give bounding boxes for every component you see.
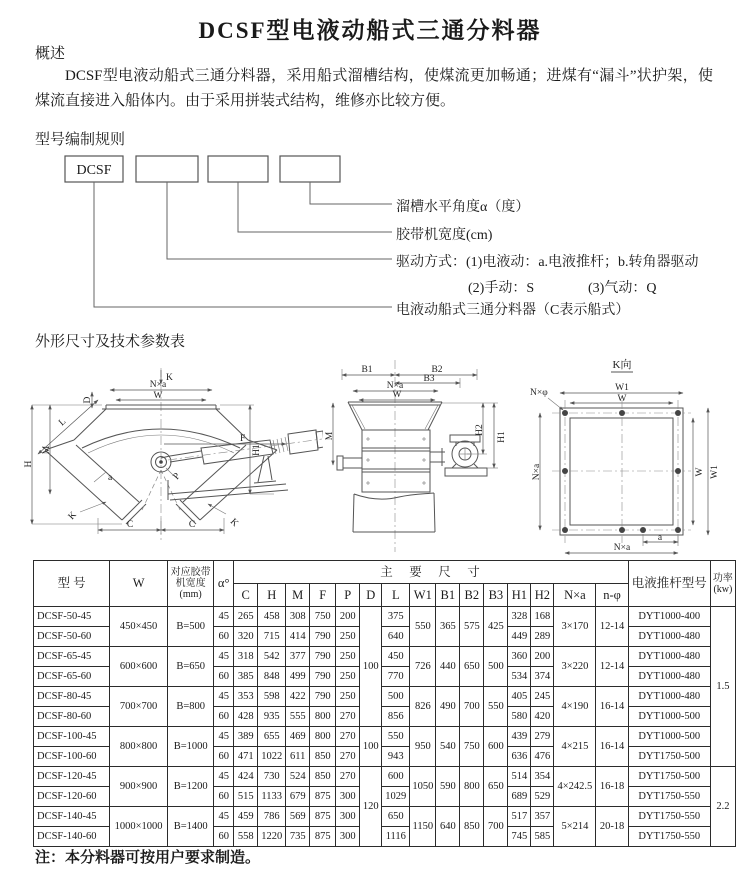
table-cell: 120 — [360, 767, 382, 847]
table-cell: 5×214 — [554, 807, 596, 847]
table-cell: 385 — [234, 667, 258, 687]
table-cell: 689 — [508, 787, 531, 807]
dim-label-f: F — [240, 434, 246, 444]
table-cell: 700 — [484, 807, 508, 847]
table-cell: 428 — [234, 707, 258, 727]
table-cell: 875 — [310, 787, 336, 807]
table-cell: 790 — [310, 667, 336, 687]
table-cell: 550 — [382, 727, 410, 747]
table-header-cell: H2 — [531, 584, 554, 607]
table-cell: 3×170 — [554, 607, 596, 647]
table-cell: 790 — [310, 687, 336, 707]
table-cell: 569 — [286, 807, 310, 827]
table-cell: 1029 — [382, 787, 410, 807]
table-cell: 45 — [214, 687, 234, 707]
table-cell: 850 — [310, 747, 336, 767]
table-cell: 374 — [531, 667, 554, 687]
table-cell: 4×215 — [554, 727, 596, 767]
k-view-title: K向 — [612, 359, 632, 371]
side-view-drawing — [18, 352, 323, 558]
diagram-label-pneumatic: (3)气动：Q — [588, 281, 657, 296]
table-cell: 490 — [436, 687, 460, 727]
table-cell: 770 — [382, 667, 410, 687]
dim-label-nxa-bottom: N×a — [613, 543, 631, 553]
table-header-cell: P — [336, 584, 360, 607]
dim-label-l: L — [57, 416, 69, 429]
table-cell: 950 — [410, 727, 436, 767]
table-cell: 270 — [336, 767, 360, 787]
table-cell: 580 — [508, 707, 531, 727]
table-cell: 449 — [508, 627, 531, 647]
table-cell: 850 — [460, 807, 484, 847]
k-direction-view-drawing — [512, 348, 739, 560]
table-cell: DCSF-50-45 — [34, 607, 110, 627]
model-field-box-1 — [136, 156, 198, 182]
table-cell: DYT1750-500 — [628, 767, 710, 787]
table-cell: 650 — [460, 647, 484, 687]
front-view-drawing — [323, 352, 513, 558]
model-field-box-3 — [280, 156, 340, 182]
table-cell: 640 — [382, 627, 410, 647]
table-cell: 515 — [234, 787, 258, 807]
table-cell: 640 — [436, 807, 460, 847]
section-model-rule-heading: 型号编制规则 — [35, 132, 126, 148]
table-cell: 611 — [286, 747, 310, 767]
dim-label-c-right: C — [188, 520, 196, 530]
table-cell: 289 — [531, 627, 554, 647]
table-cell: 650 — [484, 767, 508, 807]
table-cell: 60 — [214, 667, 234, 687]
table-header-cell: α° — [214, 561, 234, 607]
table-cell: 1220 — [258, 827, 286, 847]
table-header-cell: H — [258, 584, 286, 607]
table-cell: 542 — [258, 647, 286, 667]
table-cell: 850 — [310, 767, 336, 787]
table-cell: 726 — [410, 647, 436, 687]
table-cell: DYT1000-500 — [628, 727, 710, 747]
table-cell: DYT1750-550 — [628, 807, 710, 827]
table-header-cell: 功率(kw) — [710, 561, 735, 607]
table-cell: DYT1000-500 — [628, 707, 710, 727]
table-header-cell: 电液推杆型号 — [628, 561, 710, 607]
table-cell: DCSF-140-45 — [34, 807, 110, 827]
table-header-cell: W — [110, 561, 168, 607]
table-cell: 389 — [234, 727, 258, 747]
table-cell: 555 — [286, 707, 310, 727]
table-cell: 60 — [214, 627, 234, 647]
table-row — [34, 647, 736, 667]
table-cell: DYT1750-500 — [628, 747, 710, 767]
table-cell: 245 — [531, 687, 554, 707]
dim-label-nxa-left: N×a — [532, 463, 542, 481]
table-cell: 700 — [460, 687, 484, 727]
dim-label-w-right: W — [695, 467, 705, 477]
table-cell: DYT1000-480 — [628, 687, 710, 707]
table-cell: 300 — [336, 827, 360, 847]
table-cell: DCSF-120-60 — [34, 787, 110, 807]
table-cell: 45 — [214, 767, 234, 787]
table-cell: 585 — [531, 827, 554, 847]
footnote: 注：本分料器可按用户要求制造。 — [35, 850, 261, 866]
table-cell: 524 — [286, 767, 310, 787]
table-cell: 300 — [336, 807, 360, 827]
table-cell: 650 — [382, 807, 410, 827]
table-cell: 1022 — [258, 747, 286, 767]
dim-label-a: a — [657, 533, 663, 543]
table-cell: 875 — [310, 827, 336, 847]
connector-line — [94, 182, 392, 307]
table-cell: DCSF-140-60 — [34, 827, 110, 847]
overview-paragraph: DCSF型电液动船式三通分料器，采用船式溜槽结构，使煤流更加畅通；进煤有“漏斗”状护架，使煤流直接进入船体内。由于采用拼装式结构，维修亦比较方便。 — [35, 68, 713, 109]
table-cell: DCSF-65-45 — [34, 647, 110, 667]
table-cell: 250 — [336, 627, 360, 647]
diagram-label-device-name: 电液动船式三通分料器（C表示船式） — [396, 303, 630, 318]
table-cell: 270 — [336, 727, 360, 747]
model-prefix-text: DCSF — [76, 163, 112, 178]
table-row — [34, 727, 736, 747]
table-cell: 3×220 — [554, 647, 596, 687]
section-overview-heading: 概述 — [35, 46, 66, 62]
table-row — [34, 687, 736, 707]
table-header-cell: M — [286, 584, 310, 607]
table-cell: B=1400 — [168, 807, 214, 847]
table-cell: 826 — [410, 687, 436, 727]
dim-label-nxa: N×a — [149, 380, 167, 390]
table-cell: 600 — [382, 767, 410, 787]
dim-label-b2: B2 — [431, 365, 443, 375]
table-cell: 424 — [234, 767, 258, 787]
table-cell: DCSF-65-60 — [34, 667, 110, 687]
table-cell: 500 — [382, 687, 410, 707]
table-cell: 250 — [336, 667, 360, 687]
dim-label-h: H — [24, 460, 34, 468]
table-cell: 943 — [382, 747, 410, 767]
table-cell: 200 — [531, 647, 554, 667]
table-header-cell: L — [382, 584, 410, 607]
table-cell: 750 — [310, 607, 336, 627]
table-header-cell: B1 — [436, 584, 460, 607]
table-cell: 636 — [508, 747, 531, 767]
table-cell: 45 — [214, 647, 234, 667]
table-cell: 60 — [214, 747, 234, 767]
table-cell: 354 — [531, 767, 554, 787]
table-cell: 590 — [436, 767, 460, 807]
dim-label-n-phi: N×φ — [530, 388, 548, 398]
table-cell: DCSF-50-60 — [34, 627, 110, 647]
table-cell: 4×242.5 — [554, 767, 596, 807]
table-cell: 529 — [531, 787, 554, 807]
table-cell: 45 — [214, 607, 234, 627]
table-cell: DYT1000-480 — [628, 667, 710, 687]
table-cell: 12-14 — [596, 607, 628, 647]
table-cell: 900×900 — [110, 767, 168, 807]
dim-label-k-right: K — [227, 517, 240, 529]
dim-label-p: P — [171, 471, 183, 482]
dim-label-w: W — [392, 390, 402, 400]
table-cell: DYT1750-550 — [628, 827, 710, 847]
table-cell: 598 — [258, 687, 286, 707]
dim-label-w1-right: W1 — [710, 465, 720, 479]
table-cell: 575 — [460, 607, 484, 647]
table-cell: 2.2 — [710, 767, 735, 847]
dim-label-k: K — [166, 373, 173, 383]
table-cell: 365 — [436, 607, 460, 647]
table-header-cell: B2 — [460, 584, 484, 607]
table-cell: 422 — [286, 687, 310, 707]
table-cell: 750 — [460, 727, 484, 767]
table-cell: DCSF-100-60 — [34, 747, 110, 767]
table-cell: 715 — [258, 627, 286, 647]
table-cell: 377 — [286, 647, 310, 667]
dim-label-h1: H1 — [252, 444, 262, 456]
model-field-box-2 — [208, 156, 268, 182]
table-row — [34, 807, 736, 827]
table-header-cell: C — [234, 584, 258, 607]
table-cell: 357 — [531, 807, 554, 827]
dim-label-c-left: C — [126, 520, 134, 530]
table-cell: 786 — [258, 807, 286, 827]
table-cell: 935 — [258, 707, 286, 727]
table-cell: 875 — [310, 807, 336, 827]
table-cell: 458 — [258, 607, 286, 627]
table-cell: 100 — [360, 607, 382, 727]
dim-label-w: W — [153, 391, 163, 401]
table-cell: 534 — [508, 667, 531, 687]
spec-table-body — [34, 607, 736, 847]
table-cell: 679 — [286, 787, 310, 807]
table-cell: 16-18 — [596, 767, 628, 807]
table-row — [34, 767, 736, 787]
dim-label-b1: B1 — [361, 365, 373, 375]
table-cell: 514 — [508, 767, 531, 787]
table-cell: 308 — [286, 607, 310, 627]
table-cell: 600 — [484, 727, 508, 767]
diagram-label-manual: (2)手动：S — [468, 281, 535, 296]
table-cell: 318 — [234, 647, 258, 667]
dim-label-d: D — [83, 396, 93, 404]
table-cell: 1150 — [410, 807, 436, 847]
table-cell: DYT1000-480 — [628, 627, 710, 647]
table-cell: 469 — [286, 727, 310, 747]
table-cell: 1.5 — [710, 607, 735, 767]
table-cell: 353 — [234, 687, 258, 707]
table-cell: DYT1750-550 — [628, 787, 710, 807]
table-cell: 550 — [410, 607, 436, 647]
table-header-cell: B3 — [484, 584, 508, 607]
dim-label-b3: B3 — [423, 374, 435, 384]
table-cell: 45 — [214, 807, 234, 827]
table-cell: 360 — [508, 647, 531, 667]
diagram-label-belt-width: 胶带机宽度(cm) — [396, 228, 493, 243]
dim-label-h1: H1 — [497, 431, 507, 443]
dim-label-w1-top: W1 — [615, 383, 629, 393]
table-cell: 300 — [336, 787, 360, 807]
table-cell: 655 — [258, 727, 286, 747]
dim-label-m: M — [325, 431, 335, 441]
table-cell: 200 — [336, 607, 360, 627]
table-cell: 800×800 — [110, 727, 168, 767]
table-cell: 500 — [484, 647, 508, 687]
table-cell: 517 — [508, 807, 531, 827]
table-cell: 1000×1000 — [110, 807, 168, 847]
table-cell: DCSF-100-45 — [34, 727, 110, 747]
table-cell: 450 — [382, 647, 410, 667]
dim-label-nxa: N×a — [386, 381, 404, 391]
table-cell: 100 — [360, 727, 382, 767]
table-cell: 1116 — [382, 827, 410, 847]
table-row — [34, 561, 736, 584]
connector-line — [310, 182, 392, 204]
table-cell: 168 — [531, 607, 554, 627]
dim-label-m: M — [42, 445, 52, 455]
table-cell: DYT1000-400 — [628, 607, 710, 627]
page-title: DCSF型电液动船式三通分料器 — [198, 18, 542, 43]
table-header-cell: F — [310, 584, 336, 607]
table-cell: B=1200 — [168, 767, 214, 807]
spec-table — [33, 560, 736, 847]
table-cell: 745 — [508, 827, 531, 847]
table-cell: 439 — [508, 727, 531, 747]
table-row — [34, 607, 736, 627]
table-cell: DCSF-120-45 — [34, 767, 110, 787]
table-cell: DCSF-80-60 — [34, 707, 110, 727]
table-cell: 600×600 — [110, 647, 168, 687]
section-dimensions-heading: 外形尺寸及技术参数表 — [35, 334, 186, 350]
table-cell: 425 — [484, 607, 508, 647]
table-cell: 270 — [336, 747, 360, 767]
table-cell: 558 — [234, 827, 258, 847]
table-cell: 4×190 — [554, 687, 596, 727]
table-cell: 12-14 — [596, 647, 628, 687]
table-header-cell: H1 — [508, 584, 531, 607]
table-cell: 60 — [214, 827, 234, 847]
table-cell: 730 — [258, 767, 286, 787]
table-cell: 270 — [336, 707, 360, 727]
table-cell: 16-14 — [596, 687, 628, 727]
dim-label-a: a — [108, 473, 113, 483]
table-cell: 450×450 — [110, 607, 168, 647]
table-cell: 60 — [214, 787, 234, 807]
table-cell: 800 — [310, 727, 336, 747]
table-cell: 265 — [234, 607, 258, 627]
table-cell: 800 — [460, 767, 484, 807]
table-cell: 414 — [286, 627, 310, 647]
diagram-label-drive-type: 驱动方式：(1)电液动：a.电液推杆；b.转角器驱动 — [396, 255, 699, 270]
table-cell: 790 — [310, 647, 336, 667]
table-header-cell: 对应胶带机宽度(mm) — [168, 561, 214, 607]
table-header-cell: D — [360, 584, 382, 607]
dim-label-k-left: K — [66, 510, 79, 523]
table-header-cell: 型 号 — [34, 561, 110, 607]
table-cell: 375 — [382, 607, 410, 627]
table-cell: 16-14 — [596, 727, 628, 767]
table-cell: B=500 — [168, 607, 214, 647]
table-cell: 459 — [234, 807, 258, 827]
spec-table-head — [34, 561, 736, 607]
table-cell: 800 — [310, 707, 336, 727]
table-header-cell: W1 — [410, 584, 436, 607]
table-header-cell: 主 要 尺 寸 — [234, 561, 628, 584]
table-cell: 328 — [508, 607, 531, 627]
table-cell: DYT1000-480 — [628, 647, 710, 667]
table-cell: 320 — [234, 627, 258, 647]
table-cell: B=1000 — [168, 727, 214, 767]
table-header-cell: n-φ — [596, 584, 628, 607]
table-cell: 735 — [286, 827, 310, 847]
table-cell: 20-18 — [596, 807, 628, 847]
table-cell: B=800 — [168, 687, 214, 727]
table-cell: 1133 — [258, 787, 286, 807]
table-cell: 700×700 — [110, 687, 168, 727]
table-cell: 476 — [531, 747, 554, 767]
spec-table-container — [33, 560, 736, 847]
table-cell: 471 — [234, 747, 258, 767]
table-cell: 250 — [336, 687, 360, 707]
table-cell: 250 — [336, 647, 360, 667]
table-cell: 45 — [214, 727, 234, 747]
table-cell: 1050 — [410, 767, 436, 807]
table-cell: 540 — [436, 727, 460, 767]
dim-label-h2: H2 — [475, 424, 485, 436]
table-cell: 440 — [436, 647, 460, 687]
table-cell: 550 — [484, 687, 508, 727]
table-cell: 848 — [258, 667, 286, 687]
table-cell: B=650 — [168, 647, 214, 687]
table-cell: 279 — [531, 727, 554, 747]
table-cell: 420 — [531, 707, 554, 727]
dim-label-w-top: W — [617, 394, 627, 404]
table-cell: DCSF-80-45 — [34, 687, 110, 707]
connector-line — [238, 182, 392, 232]
table-cell: 405 — [508, 687, 531, 707]
connector-line — [167, 182, 392, 259]
table-header-cell: N×a — [554, 584, 596, 607]
table-cell: 790 — [310, 627, 336, 647]
table-cell: 856 — [382, 707, 410, 727]
table-cell: 499 — [286, 667, 310, 687]
table-cell: 60 — [214, 707, 234, 727]
diagram-label-chute-angle: 溜槽水平角度α（度） — [396, 200, 530, 215]
